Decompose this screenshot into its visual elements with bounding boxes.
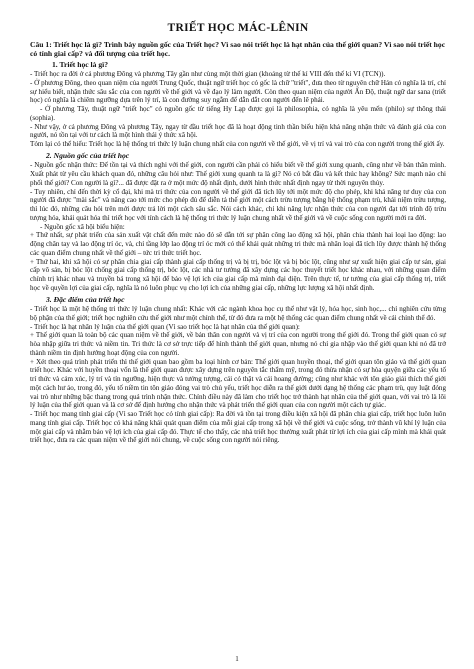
paragraph: - Tuy nhiên, chỉ đến thời kỳ cổ đại, khi mà tri thức của con người về thế giới đã tích lũy tới một mức độ cho phép, khi khả năng tư duy của con người đã được "mài sắc" và nâng cao tới mức cho phép đủ để diễn tả thế giới một cách trừu tượng bằng hệ thống phạm trù, khái niệm trừu tượng, thì lúc đó, những câu hỏi trên mới được trả lời một cách sâu sắc. Nói cách khác, chỉ khi năng lực nhận thức của con người đạt tới trình độ trừu tượng hóa, khái quát hóa thì triết học với tính cách là hệ thống tri thức lý luận chung nhất về thế giới và về cuộc sống con người mới ra đời. xyxy=(30,187,446,222)
paragraph: - Như vậy, ở cả phương Đông và phương Tây, ngay từ đầu triết học đã là hoạt động tinh thần biểu hiện khả năng nhận thức và đánh giá của con người, nó tồn tại với tư cách là một hình thái ý thức xã hội. xyxy=(30,122,446,140)
paragraph: - Nguồn gốc xã hội biểu hiện: xyxy=(40,222,125,231)
paragraph: - Triết học ra đời ở cả phương Đông và phương Tây gần như cùng một thời gian (khoảng từ thế kỉ VIII đến thế kỉ VI (TCN)). xyxy=(30,70,386,79)
paragraph: - Nguồn gốc nhận thức: Để tồn tại và thích nghi với thế giới, con người cần phải có hiểu biết về thế giới xung quanh, cũng như về bản thân mình. Xuất phát từ yêu cầu khách quan đó, những câu hỏi như: Thế giới xung quanh ta là gì? Nó có bắt đầu và kết thúc hay không? Sức mạnh nào chi phối thế giới? Con người là gì?... đã được đặt ra ở một mức độ nhất định, dưới hình thức nhất định ngay từ thời nguyên thủy. xyxy=(30,161,446,187)
section-heading-1: 1. Triết học là gì? xyxy=(52,59,109,69)
document-title: TRIẾT HỌC MÁC-LÊNIN xyxy=(167,22,309,34)
paragraph: + Thứ hai, khi xã hội có sự phân chia giai cấp thành giai cấp thống trị và bị trị, bóc lột và bị bóc lột, cũng như sự xuất hiện giai cấp tư sản, giai cấp vô sản, bị bóc lột chống giai cấp thống trị, bóc lột, các nhà tư tưởng đã xây dựng các học thuyết triết học khác nhau, với những quan điểm chính trị khác nhau và truyền bá trong xã hội để bảo vệ lợi ích của giai cấp mà mình đại diện. Trên thực tế, tư tưởng của giai cấp thống trị, triết học về quyền lợi của giai cấp, nghĩa là nó luôn phục vụ cho lợi ích của những giai cấp, những lực lượng xã hội nhất định. xyxy=(30,257,446,292)
paragraph: - Triết học mang tính giai cấp (Vì sao Triết học có tính giai cấp): Ra đời và tồn tại trong điều kiện xã hội đã phân chia giai cấp, triết học luôn luôn mang tính giai cấp. Triết học có khả năng khái quát quan điểm của mỗi giai cấp trong xã hội về thế giới và cuộc sống, trở thành vũ khí lý luận của một giai cấp và nhằm bảo vệ lợi ích của giai cấp đó. Thực tế cho thấy, các nhà triết học thường xuất phát từ lợi ích của giai cấp mình mà khái quát triết học, đưa ra các quan niệm về thế giới nói chung, về cuộc sống con người nói riêng. xyxy=(30,410,446,445)
paragraph: - Triết học là hạt nhân lý luận của thế giới quan (Vì sao triết học là hạt nhân của thế giới quan): xyxy=(30,322,300,331)
paragraph: Tóm lại có thể hiểu: Triết học là hệ thống tri thức lý luận chung nhất của con người về thế giới, về vị trí và vai trò của con người trong thế giới ấy. xyxy=(30,140,445,149)
page-number: 1 xyxy=(235,655,239,663)
section-heading-2: 2. Nguồn gốc của triết học xyxy=(46,150,130,160)
paragraph: + Thứ nhất, sự phát triển của sản xuất vật chất đến mức nào đó sẽ dẫn tới sự phân công lao động xã hội, phân chia thành hai loại lao động: lao động chân tay và lao động trí óc, và, chỉ tầng lớp lao động trí óc mới có thể khái quát những tri thức mà nhân loại đã tích lũy được thành hệ thống các quan điểm chung nhất về thế giới – tức tri thức triết học. xyxy=(30,231,446,257)
section-heading-3: 3. Đặc điểm của triết học xyxy=(46,294,125,304)
paragraph: - Ở phương Tây, thuật ngữ "triết học" có nguồn gốc từ tiếng Hy Lạp được gọi là philosophia, có nghĩa là yêu mến (philo) sự thông thái (sophia). xyxy=(30,105,446,122)
paragraph: + Xét theo quá trình phát triển thì thế giới quan bao gồm ba loại hình cơ bản: Thế giới quan huyền thoại, thế giới quan tôn giáo và thế giới quan triết học. Khác với huyền thoại vốn là thế giới quan được xây dựng trên nguyên tắc thẩm mỹ, trong đó thừa nhận có sự hòa quyện giữa các yếu tố trí thức và cảm xúc, lý trí và tín ngưỡng, hiện thực và tưởng tượng, cái có thật và cái hoang đường; cũng như khác với tôn giáo giải thích thế giới một cách hư ảo, trong đó, yếu tố niềm tin tôn giáo đóng vai trò chủ yếu, triết học diễn ra thế giới dưới dạng hệ thống các phạm trù, quy luật đóng vai trò như những bậc thang trong quá trình nhận thức. Chính điều này đã làm cho triết học trở thành hạt nhân của thế giới quan, với vai trò là lõi lý luận của thế giới quan và là cơ sở để định hướng cho nhận thức và phát triển thế giới quan của con người một cách tự giác. xyxy=(30,357,446,410)
question-heading: Câu 1: Triết học là gì? Trình bày nguồn gốc của Triết học? Vì sao nói triết học là hạt nhân của thế giới quan? Vì sao nói triết học có tính giai cấp? và đối tượng của triết học. xyxy=(30,40,446,59)
paragraph: - Ở phương Đông, theo quan niệm của người Trung Quốc, thuật ngữ triết học có gốc là chữ "triết", đưa theo từ nguyên chữ Hán có nghĩa là trí, chỉ sự hiểu biết, nhận thức sâu sắc của con người về thế giới và về đạo lý làm người. Còn theo quan niệm của người Ấn Độ, thuật ngữ dar sana (triết học) có nghĩa là chiêm ngưỡng dựa trên lý trí, là con đường suy ngẫm để dẫn dắt con người đến lẽ phải. xyxy=(30,78,446,105)
paragraph: - Triết học là một hệ thống tri thức lý luận chung nhất: Khác với các ngành khoa học cụ thể như vật lý, hóa học, sinh học,... chỉ nghiên cứu từng bộ phận của thế giới; triết học nghiên cứu thế giới như một chỉnh thể, từ đó đưa ra một hệ thống các quan điểm chung nhất về cái chỉnh thể đó. xyxy=(30,305,446,322)
paragraph: + Thế giới quan là toàn bộ các quan niệm về thế giới, về bản thân con người và vị trí của con người trong thế giới đó. Trong thế giới quan có sự hòa nhập giữa tri thức và niềm tin. Tri thức là cơ sở trực tiếp để hình thành thế giới quan, nhưng nó chỉ gia nhập vào thế giới quan khi nó đã trở thành niềm tin định hướng hoạt động của con người. xyxy=(30,331,446,357)
